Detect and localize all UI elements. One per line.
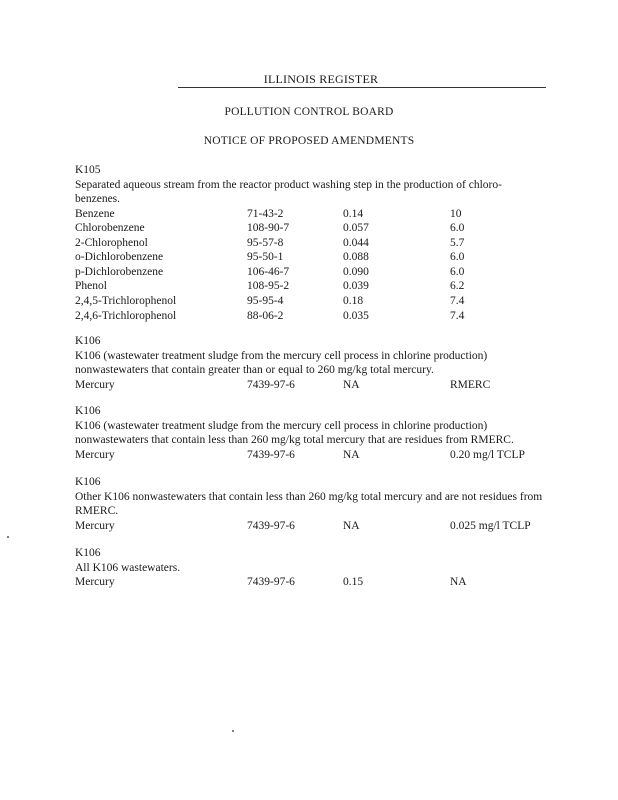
constituent-name: 2-Chlorophenol [75, 236, 148, 249]
wastewater-standard: 0.035 [343, 309, 369, 322]
wastewater-standard: 0.044 [343, 236, 369, 249]
table-row [75, 575, 545, 590]
wastewater-standard: 0.18 [343, 295, 364, 308]
constituent-name: 2,4,5-Trichlorophenol [75, 295, 177, 308]
nonwastewater-standard: 6.0 [450, 251, 465, 264]
wastewater-standard: NA [343, 519, 360, 532]
table-row [75, 236, 545, 251]
cas-number: 7439-97-6 [247, 448, 295, 461]
cas-number: 7439-97-6 [247, 378, 295, 391]
register-title: ILLINOIS REGISTER [263, 72, 379, 86]
constituent-name: Mercury [75, 448, 115, 461]
wastewater-standard: 0.039 [343, 280, 369, 293]
nonwastewater-standard: 7.4 [450, 295, 465, 308]
table-row [75, 378, 545, 393]
constituent-name: Mercury [75, 519, 115, 532]
cas-number: 7439-97-6 [247, 519, 295, 532]
waste-description: Other K106 nonwastewaters that contain less than 260 mg/kg total mercury and are not residues from RMERC. [75, 490, 543, 517]
constituent-name: o-Dichlorobenzene [75, 251, 164, 264]
cas-number: 108-90-7 [247, 222, 290, 235]
header-rule [178, 87, 546, 88]
wastewater-standard: 0.14 [343, 207, 364, 220]
waste-description: Separated aqueous stream from the reactor product washing step in the production of chloro-benzenes. [75, 178, 502, 205]
table-row [75, 221, 545, 236]
cas-number: 106-46-7 [247, 265, 290, 278]
table-row [75, 207, 545, 222]
scan-speck [7, 536, 9, 538]
waste-section-k106-other [75, 475, 545, 533]
constituent-name: Mercury [75, 576, 115, 588]
nonwastewater-standard: 10 [450, 207, 462, 220]
nonwastewater-standard: 7.4 [450, 309, 465, 322]
nonwastewater-standard: 0.025 mg/l TCLP [450, 519, 531, 532]
cas-number: 88-06-2 [247, 309, 284, 322]
waste-description: K106 (wastewater treatment sludge from the mercury cell process in chlorine production) nonwastewaters that contain less than 260 mg/kg total mercury that are residues from RMERC. [75, 419, 514, 446]
wastewater-standard: 0.088 [343, 251, 369, 264]
cas-number: 95-57-8 [247, 236, 284, 249]
waste-section-k106-wastewaters [75, 546, 545, 590]
table-row [75, 309, 545, 324]
nonwastewater-standard: 6.2 [450, 280, 465, 293]
waste-code: K106 [75, 405, 101, 417]
nonwastewater-standard: RMERC [450, 378, 491, 391]
cas-number: 95-95-4 [247, 295, 284, 308]
cas-number: 7439-97-6 [247, 576, 295, 588]
notice-title: NOTICE OF PROPOSED AMENDMENTS [203, 135, 415, 147]
wastewater-standard: 0.15 [343, 576, 364, 588]
nonwastewater-standard: NA [450, 576, 467, 588]
table-row [75, 265, 545, 280]
nonwastewater-standard: 5.7 [450, 236, 465, 249]
constituent-name: 2,4,6-Trichlorophenol [75, 309, 177, 322]
cas-number: 95-50-1 [247, 251, 284, 264]
waste-description: All K106 wastewaters. [75, 561, 181, 574]
nonwastewater-standard: 0.20 mg/l TCLP [450, 448, 525, 461]
constituent-name: Benzene [75, 207, 115, 220]
table-row [75, 519, 545, 534]
waste-section-k106-high-mercury [75, 334, 545, 392]
nonwastewater-standard: 6.0 [450, 265, 465, 278]
table-row [75, 279, 545, 294]
wastewater-standard: 0.057 [343, 222, 369, 235]
waste-code: K106 [75, 476, 101, 488]
nonwastewater-standard: 6.0 [450, 222, 465, 235]
cas-number: 71-43-2 [247, 207, 284, 220]
table-row [75, 294, 545, 309]
waste-code: K106 [75, 547, 101, 559]
waste-section-k106-rmerc-residues [75, 404, 545, 462]
constituent-name: p-Dichlorobenzene [75, 265, 164, 278]
constituent-name: Mercury [75, 378, 115, 391]
waste-code: K105 [75, 164, 101, 176]
wastewater-standard: NA [343, 448, 360, 461]
waste-code: K106 [75, 335, 101, 347]
table-row [75, 250, 545, 265]
scan-speck [232, 730, 234, 732]
waste-description: K106 (wastewater treatment sludge from the mercury cell process in chlorine production) nonwastewaters that contain greater than or equal to 260 mg/kg total mercury. [75, 349, 488, 376]
waste-section-k105 [75, 163, 545, 323]
constituent-name: Phenol [75, 280, 107, 293]
wastewater-standard: 0.090 [343, 265, 369, 278]
cas-number: 108-95-2 [247, 280, 290, 293]
table-row [75, 448, 545, 463]
board-title: POLLUTION CONTROL BOARD [224, 106, 394, 118]
constituent-name: Chlorobenzene [75, 222, 145, 235]
wastewater-standard: NA [343, 378, 360, 391]
